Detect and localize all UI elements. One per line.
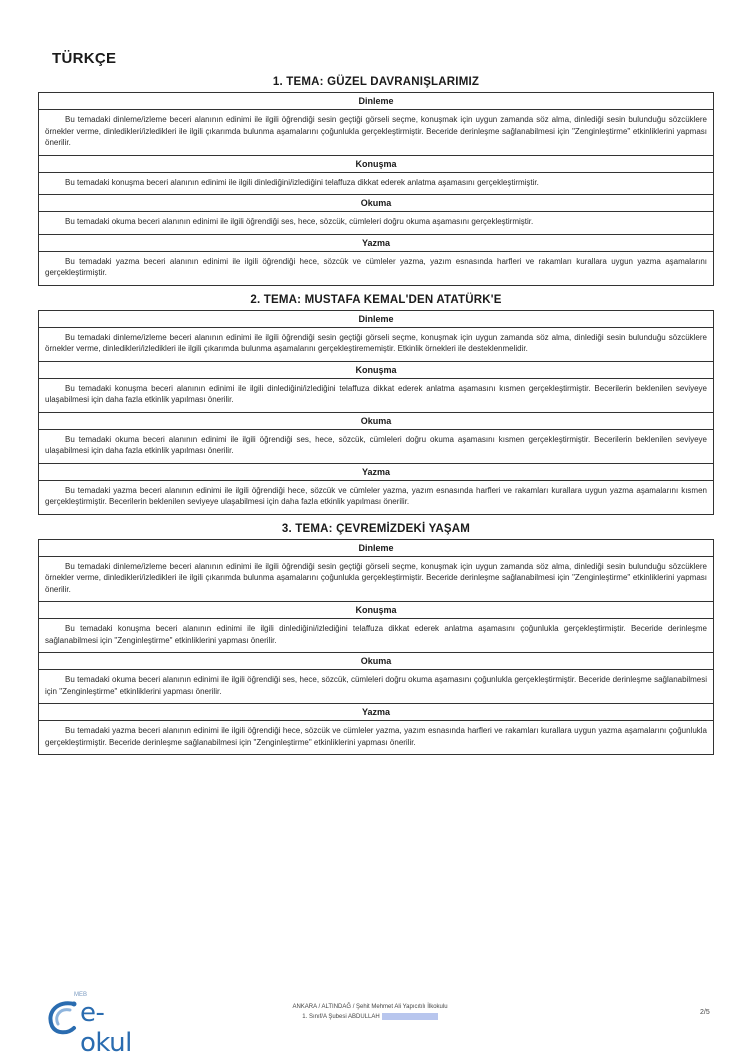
skill-description: Bu temadaki dinleme/izleme beceri alanının edinimi ile ilgili öğrendiği sesin geçtiği görseli seçme, konuşmak için uygun zamanda söz alma, dinlediği sesin bulunduğu sözcüklere örnekler verme, dinledikleri/izledikleri ile ilgili çıkarımda bulunma aşamalarını çoğunlukla gerçekleştirmiştir. Beceride derinleşme sağlanabilmesi için "Zenginleştirme" etkinliklerini yapması önerilir.: [45, 561, 707, 594]
skill-heading: Okuma: [39, 653, 713, 670]
skill-description: Bu temadaki okuma beceri alanının edinimi ile ilgili öğrendiği ses, hece, sözcük, cümleleri doğru okuma aşamasını çoğunlukla gerçekleştirmiştir. Beceride derinleşme sağlanabilmesi için "Zenginleştirme" etkinliklerini yapması önerilir.: [45, 675, 707, 696]
theme-title: 1. TEMA: GÜZEL DAVRANIŞLARIMIZ: [272, 76, 480, 88]
redacted-name-block: [382, 1013, 438, 1020]
skill-section: [38, 234, 714, 286]
skill-description: Bu temadaki dinleme/izleme beceri alanının edinimi ile ilgili öğrendiği sesin geçtiği görseli seçme, konuşmak için uygun zamanda söz alma, dinlediği sesin bulunduğu sözcüklere örnekler verme, dinledikleri/izledikleri ile ilgili çıkarımda bulunma aşamalarını çoğunlukla gerçekleştirmiştir. Beceride derinleşme sağlanabilmesi için "Zenginleştirme" etkinliklerini yapması önerilir.: [45, 115, 707, 147]
theme-block: [38, 72, 714, 286]
footer-line-2-text: 1. Sınıf/A Şubesi ABDULLAH: [302, 1014, 380, 1020]
skill-heading: Konuşma: [39, 156, 713, 173]
skill-description: Bu temadaki dinleme/izleme beceri alanının edinimi ile ilgili öğrendiği sesin geçtiği görseli seçme, konuşmak için uygun zamanda söz alma, dinlediği sesin bulunduğu sözcüklere örnekler verme, dinledikleri/izledikleri ile ilgili çıkarımda bulunma aşamalarını gerçekleştirememiştir. Etkinlik örnekleri ile desteklenmelidir.: [45, 332, 707, 353]
footer-school-info: [220, 1002, 520, 1022]
logo-small-text: MEB: [74, 992, 88, 998]
skill-section: [38, 310, 714, 361]
theme-block: [38, 290, 714, 515]
skill-section: [38, 539, 714, 602]
skill-heading: Yazma: [39, 235, 713, 252]
theme-title: 3. TEMA: ÇEVREMİZDEKİ YAŞAM: [281, 522, 471, 535]
footer-line-1: ANKARA / ALTINDAĞ / Şehit Mehmet Ali Yapıcıtılı İlkokulu: [292, 1004, 448, 1010]
page-title: TÜRKÇE: [52, 50, 117, 67]
skill-heading: Yazma: [39, 464, 713, 481]
skill-section: [38, 703, 714, 755]
page-number: 2/5: [700, 1009, 710, 1016]
skill-heading: Dinleme: [39, 93, 713, 110]
skill-section: [38, 361, 714, 412]
theme-block: [38, 519, 714, 756]
skill-heading: Yazma: [39, 704, 713, 721]
skill-description: Bu temadaki yazma beceri alanının edinimi ile ilgili öğrendiği hece, sözcük ve cümleler yazma, yazım esnasında harfleri ve rakamları kurallara uygun yazma aşamalarını çoğunlukla gerçekleştirmiştir. Beceride derinleşme sağlanabilmesi için "Zenginleştirme" etkinliklerini yapması önerilir.: [45, 726, 707, 747]
skill-description: Bu temadaki yazma beceri alanının edinimi ile ilgili öğrendiği hece, sözcük ve cümleler yazma, yazım esnasında harfleri ve rakamları kurallara uygun yazma aşamalarını kısmen gerçekleştirmiştir. Becerilerin beklenilen seviyeye ulaşabilmesi için daha fazla etkinlik yapılması önerilir.: [45, 485, 707, 506]
skill-description: Bu temadaki konuşma beceri alanının edinimi ile ilgili dinlediğini/izlediğini telaffuza dikkat ederek anlatma aşamasını kısmen gerçekleştirmiştir. Becerilerin beklenilen seviyeye ulaşabilmesi için daha fazla etkinlik yapılması önerilir.: [45, 383, 707, 404]
themes-container: [38, 72, 714, 759]
skill-heading: Okuma: [39, 413, 713, 430]
skill-heading: Dinleme: [39, 540, 713, 557]
skill-description: Bu temadaki okuma beceri alanının edinimi ile ilgili öğrendiği ses, hece, sözcük, cümleleri doğru okuma aşamasını gerçekleştirmiştir.: [65, 217, 534, 226]
skill-section: [38, 92, 714, 155]
skill-description: Bu temadaki okuma beceri alanının edinimi ile ilgili öğrendiği ses, hece, sözcük, cümleleri doğru okuma aşamasını kısmen gerçekleştirmiştir. Becerilerin beklenilen seviyeye ulaşabilmesi için daha fazla etkinlik yapılması önerilir.: [45, 434, 707, 455]
e-okul-swirl-icon: [44, 996, 84, 1036]
skill-section: [38, 652, 714, 703]
skill-section: [38, 463, 714, 515]
skill-section: [38, 601, 714, 652]
skill-heading: Dinleme: [39, 311, 713, 328]
theme-title: 2. TEMA: MUSTAFA KEMAL'DEN ATATÜRK'E: [250, 293, 502, 306]
theme-table: [38, 539, 714, 756]
skill-heading: Konuşma: [39, 362, 713, 379]
logo-wordmark: e-okul: [80, 998, 132, 1058]
skill-description: Bu temadaki konuşma beceri alanının edinimi ile ilgili dinlediğini/izlediğini telaffuza dikkat ederek anlatma aşamasını çoğunlukla gerçekleştirmiştir. Beceride derinleşme sağlanabilmesi için "Zenginleştirme" etkinliklerini yapması önerilir.: [45, 624, 707, 645]
skill-section: [38, 194, 714, 234]
theme-table: [38, 310, 714, 515]
skill-section: [38, 155, 714, 195]
page-footer: [0, 990, 750, 1058]
footer-line-2: [220, 1012, 520, 1022]
skill-section: [38, 412, 714, 463]
skill-heading: Konuşma: [39, 602, 713, 619]
theme-table: [38, 92, 714, 286]
e-okul-logo: [44, 992, 154, 1058]
skill-description: Bu temadaki yazma beceri alanının edinimi ile ilgili öğrendiği hece, sözcük ve cümleler yazma, yazım esnasında harfleri ve rakamları kurallara uygun yazma aşamalarını gerçekleştirmiştir.: [45, 256, 707, 277]
skill-heading: Okuma: [39, 195, 713, 212]
skill-description: Bu temadaki konuşma beceri alanının edinimi ile ilgili dinlediğini/izlediğini telaffuza dikkat ederek anlatma aşamasını gerçekleştirmiştir.: [65, 177, 539, 187]
